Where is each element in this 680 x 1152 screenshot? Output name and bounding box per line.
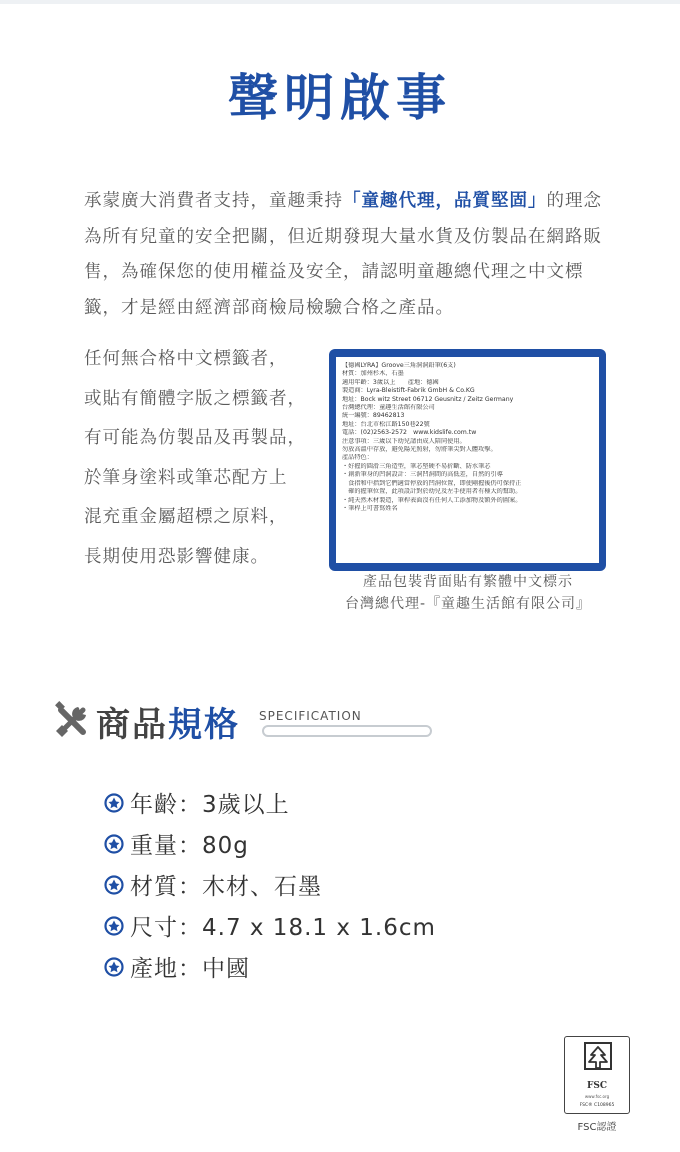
spec-title-dark: 商品 (96, 705, 168, 745)
spec-subtitle: SPECIFICATION (259, 709, 362, 723)
fsc-code: FSC® C108965 (579, 1103, 615, 1108)
label-line: 食指和中指到它們適當停放的凹洞位置，即使剛握後仍可保持正 (342, 479, 522, 487)
label-line: 地址：台北市松江路150巷22號 (342, 420, 430, 428)
intro-text-after: 的理念為所有兒童的安全把關，但近期發現大量水貨及仿製品在網路販售，為確保您的使用權益及安全，請認明童趣總代理之中文標籤，才是經由經濟部商檢局檢驗合格之產品。 (84, 191, 602, 318)
spec-header (52, 697, 412, 757)
label-line: 產品特色： (342, 454, 373, 462)
label-line: 確的握筆位置，此項設計對於幼兒及左手使用者有極大的幫助。 (342, 488, 522, 496)
warning-line: 於筆身塗料或筆芯配方上 (84, 467, 288, 488)
intro-highlight: 「童趣代理，品質堅固」 (343, 191, 547, 211)
fsc-word: FSC (586, 1081, 608, 1091)
flower-bullet-icon (104, 957, 124, 977)
spec-item-text: 產地：中國 (130, 956, 250, 982)
label-line: 電話：(02)2563-2572 www.kidslife.com.tw (342, 429, 477, 437)
spec-title (96, 697, 240, 746)
fsc-tree-logo-icon (581, 1041, 615, 1079)
label-line: ・純天然木材製造，筆桿表面沒有任何人工添加物及額外的圖案。 (342, 496, 522, 504)
label-line: ・好握的圓滑三角造型，筆芯堅硬不易折斷、防水筆芯 (342, 462, 491, 470)
label-line: 適用年齡：3歲以上 產地：德國 (342, 378, 439, 386)
spec-item-text: 材質：木材、石墨 (130, 874, 322, 900)
spec-item-text: 尺寸：4.7 x 18.1 x 1.6cm (130, 915, 436, 941)
label-line: 台灣總代理：童趣生活館有限公司 (342, 404, 435, 412)
warning-text (84, 340, 306, 577)
flower-bullet-icon (104, 834, 124, 854)
label-line: 注意事項：三歲以下幼兒請由成人陪同使用。 (342, 437, 466, 445)
top-edge (0, 0, 680, 4)
intro-paragraph (84, 184, 604, 326)
wrench-screwdriver-icon (52, 701, 92, 741)
warning-line: 或貼有簡體字版之標籤者， (84, 388, 306, 409)
warning-line: 任何無合格中文標籤者， (84, 349, 288, 369)
chinese-label-photo (329, 349, 606, 571)
fsc-logo (564, 1036, 630, 1114)
warning-line: 混充重金屬超標之原料， (84, 507, 288, 527)
spec-item-text: 重量：80g (130, 833, 249, 859)
flower-bullet-icon (104, 875, 124, 895)
label-line: ・筆桿上可書寫姓名 (342, 504, 398, 512)
label-caption-1: 產品包裝背面貼有繁體中文標示 (363, 574, 573, 590)
spec-item-text: 年齡：3歲以上 (130, 792, 290, 818)
warning-line: 長期使用恐影響健康。 (84, 546, 269, 567)
spec-item (104, 864, 436, 905)
spec-item (104, 823, 436, 864)
intro-text-before: 承蒙廣大消費者支持，童趣秉持 (84, 191, 343, 211)
fsc-caption: FSC認證 (577, 1122, 617, 1133)
label-line: 材質：加州杉木、石墨 (342, 370, 404, 378)
spec-item (104, 946, 436, 987)
chinese-label-sticker (336, 357, 599, 563)
warning-line: 有可能為仿製品及再製品， (84, 428, 306, 448)
spec-item (104, 782, 436, 823)
flower-bullet-icon (104, 916, 124, 936)
label-line: 【德國LYRA】Groove三角洞洞鉛筆(6支) (342, 362, 456, 369)
spec-underline-bar (262, 725, 432, 737)
label-line: 地址：Bock witz Street 06712 Geusnitz / Zeitz Germany (342, 395, 514, 403)
label-line: ・創新筆身的凹洞設計：三洞凹洞間的高低差，自然的引導 (342, 471, 503, 479)
flower-bullet-icon (104, 793, 124, 813)
label-line: 勿放高溫中存放，避免陽光照射，勿將筆尖對人體攻擊。 (342, 446, 497, 454)
label-line: 統一編號：89462813 (342, 412, 405, 420)
label-caption-2: 台灣總代理-『童趣生活館有限公司』 (344, 596, 592, 612)
spec-list (104, 782, 436, 987)
spec-title-blue: 規格 (168, 705, 240, 745)
spec-item (104, 905, 436, 946)
fsc-url: www.fsc.org (584, 1094, 610, 1099)
label-line: 製造商：Lyra-Bleistift-Fabrik GmbH & Co.KG (342, 387, 475, 395)
page-title: 聲明啟事 (228, 69, 452, 127)
